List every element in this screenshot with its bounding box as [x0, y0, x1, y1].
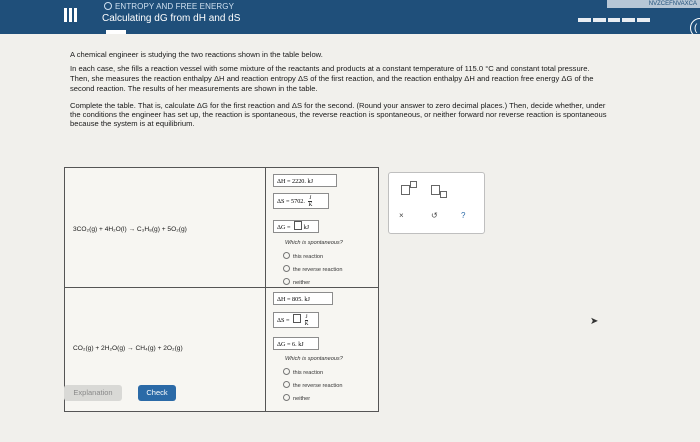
help-icon[interactable]: ? — [461, 211, 466, 220]
question-line-1: A chemical engineer is studying the two reactions shown in the table below. — [70, 50, 323, 59]
clear-icon[interactable]: × — [399, 211, 404, 220]
question-line-2: In each case, she fills a reaction vessel with some mixture of the reactants and products at a constant temperature of 115.0 °C and constant total pressure. — [70, 64, 590, 73]
r2-ds-input[interactable]: ΔS = $\frac{J}{K}$ — [273, 312, 319, 328]
ds-answer-box[interactable] — [293, 314, 301, 323]
r2-dh-value: ΔH = 805. kJ — [273, 292, 333, 305]
math-toolbox — [388, 172, 485, 234]
reaction-table — [64, 167, 379, 412]
r1-dg-input[interactable]: ΔG = kJ — [273, 220, 319, 233]
r2-option-neither[interactable]: neither — [283, 394, 310, 402]
check-button[interactable]: Check — [138, 385, 176, 401]
undo-icon[interactable]: ↺ — [431, 211, 438, 220]
subscript-small-icon — [440, 191, 447, 198]
dg-answer-box[interactable] — [294, 221, 302, 230]
r1-option-neither[interactable]: neither — [283, 278, 310, 286]
top-header — [0, 0, 700, 34]
explanation-button[interactable]: Explanation — [64, 385, 122, 401]
r2-dg-value: ΔG = 6. kJ — [273, 337, 319, 350]
reaction-2-equation: CO₂(g) + 2H₂O(g) → CH₄(g) + 2O₂(g) — [73, 345, 183, 352]
r1-which-label: Which is spontaneous? — [285, 240, 343, 246]
topic-label — [104, 2, 234, 11]
radio-icon — [283, 394, 290, 401]
question-line-3: Then, she measures the reaction enthalpy ΔH and reaction entropy ΔS of the first reaction, and the reaction enthalpy ΔH and reaction free energy ΔG of the — [70, 74, 594, 83]
question-line-7: because the system is at equilibrium. — [70, 119, 195, 128]
radio-icon — [283, 278, 290, 285]
menu-icon[interactable] — [64, 6, 78, 24]
r1-option-this-reaction[interactable]: this reaction — [283, 252, 323, 260]
r2-option-reverse[interactable]: the reverse reaction — [283, 381, 342, 389]
topic-circle-icon — [104, 2, 112, 10]
r1-ds-value: ΔS = 5702. $\frac{J}{K}$ — [273, 193, 329, 209]
subscript-box-icon[interactable] — [431, 185, 440, 195]
topic-text: ENTROPY AND FREE ENERGY — [115, 2, 235, 11]
superscript-box-icon[interactable] — [401, 185, 410, 195]
question-line-6: the conditions the engineer has set up, the reaction is spontaneous, the reverse reaction is spontaneous, or neither forward nor reverse reaction is spontaneous — [70, 110, 607, 119]
question-line-5: Complete the table. That is, calculate ΔG for the first reaction and ΔS for the second. (Round your answer to zero decimal places.) Then, decide whether, under — [70, 101, 606, 110]
progress-bar — [578, 18, 650, 22]
radio-icon — [283, 265, 290, 272]
radio-icon — [283, 368, 290, 375]
r1-dh-value: ΔH = 2220. kJ — [273, 174, 337, 187]
user-tag: NVZCEFNVAXCA — [607, 0, 700, 8]
header-circle-button[interactable]: ( — [690, 18, 700, 38]
radio-icon — [283, 381, 290, 388]
r2-which-label: Which is spontaneous? — [285, 356, 343, 362]
reaction-1-equation: 3CO₂(g) + 4H₂O(l) → C₃H₈(g) + 5O₂(g) — [73, 226, 187, 233]
r1-option-reverse[interactable]: the reverse reaction — [283, 265, 342, 273]
radio-icon — [283, 252, 290, 259]
question-line-4: second reaction. The results of her measurements are shown in the table. — [70, 84, 318, 93]
r2-option-this-reaction[interactable]: this reaction — [283, 368, 323, 376]
superscript-small-icon — [410, 181, 417, 188]
page-title: Calculating dG from dH and dS — [102, 13, 241, 24]
mouse-cursor-icon: ➤ — [590, 316, 599, 327]
